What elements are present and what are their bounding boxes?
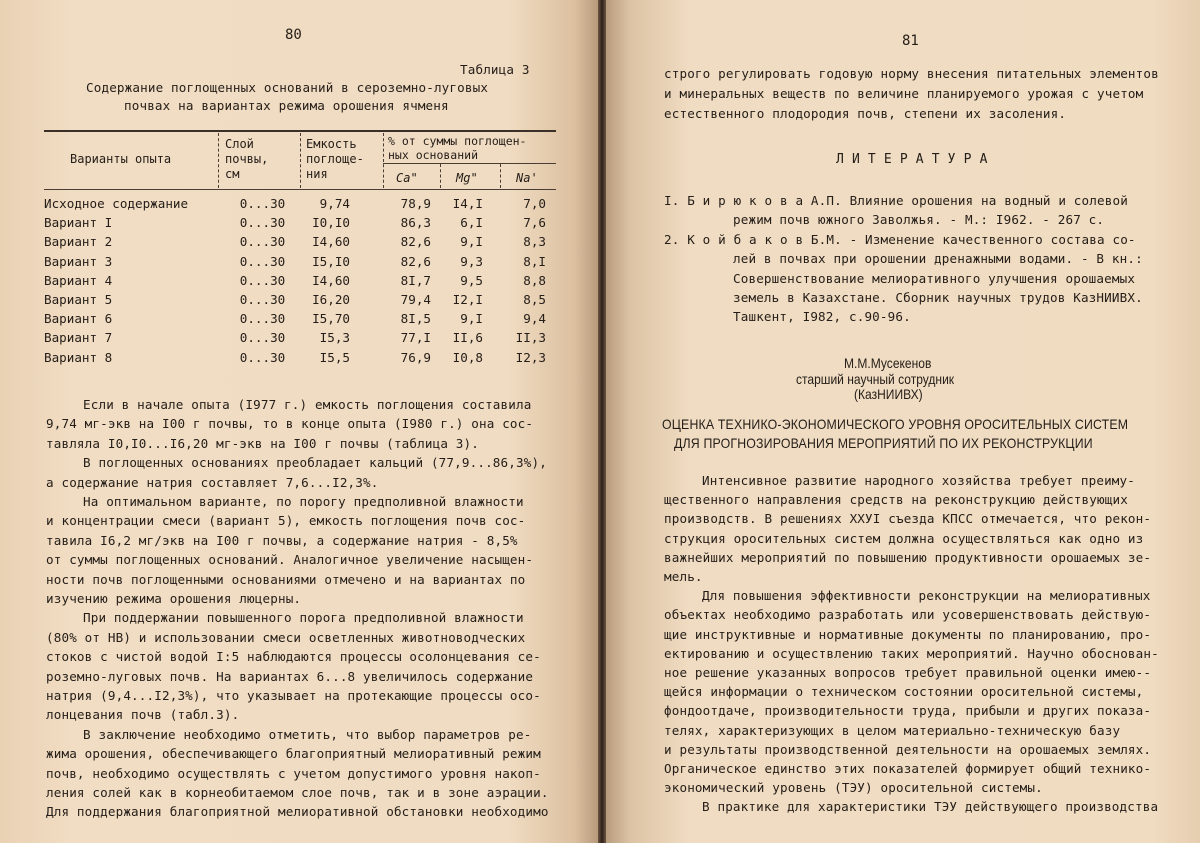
body-line: (80% от НВ) и использовании смеси осветленных животноводческих: [46, 629, 526, 645]
cell-na: II,3: [515, 330, 546, 346]
body-line: Если в начале опыта (I977 г.) емкость поглощения составила: [83, 397, 532, 412]
header-layer: почвы,: [225, 152, 269, 166]
cell-mg: I2,I: [452, 292, 483, 307]
body-line: Интенсивное развитие народного хозяйства требует преиму-: [702, 473, 1135, 488]
cell-layer: 0...30: [239, 292, 286, 307]
cell-mg: 6,I: [460, 215, 483, 231]
cell-ca: 78,9: [400, 196, 431, 211]
body-line: объектах необходимо разработать или усовершенствовать действую-: [664, 607, 1152, 623]
header-layer: Слой: [225, 137, 254, 151]
table-label: Таблица 3: [460, 62, 530, 77]
reference-item: I. Б и р ю к о в а А.П. Влияние орошения на водный и солевой: [664, 193, 1128, 208]
body-line: щейся информации о техническом состоянии оросительной системы,: [664, 684, 1144, 700]
reference-item: режим почв южного Заволжья. - М.: I962. - 267 с.: [733, 212, 1105, 227]
body-line: ления солей как в корнеобитаемом слое почв, так и в зоне аэрации.: [46, 785, 549, 800]
body-line: струкция оросительных систем должна осуществляться как одно из: [664, 530, 1144, 546]
body-line: стоков с чистой водой I:5 наблюдаются процессы осолонцевания се-: [46, 649, 541, 665]
body-line: производств. В решениях XXУI съезда КПСС отмечается, что рекон-: [664, 511, 1152, 527]
cell-na: 7,0: [523, 196, 546, 211]
cell-layer: 0...30: [239, 349, 286, 365]
left-page: [0, 0, 598, 843]
cell-capacity: I0,I0: [312, 215, 350, 231]
cell-ca: 76,9: [400, 349, 431, 365]
column-divider: [300, 133, 301, 188]
header-capacity: Емкость: [306, 137, 357, 151]
cell-name: Вариант 4: [44, 272, 113, 288]
column-divider: [218, 133, 219, 188]
cell-na: 7,6: [523, 215, 546, 231]
cell-na: 8,3: [523, 234, 546, 250]
cell-mg: 9,I: [460, 234, 483, 250]
body-line: Органическое единство этих показателей формирует общий технико-: [664, 761, 1152, 776]
body-line: почв, необходимо осуществлять с учетом допустимого уровня накоп-: [46, 765, 541, 781]
cell-ca: 82,6: [400, 234, 431, 250]
body-line: тавила I6,2 мг/экв на I00 г почвы, а содержание натрия - 8,5%: [46, 532, 518, 548]
literature-heading: Л И Т Е Р А Т У Р А: [836, 152, 988, 167]
cell-mg: II,6: [452, 330, 483, 346]
article-title: ДЛЯ ПРОГНОЗИРОВАНИЯ МЕРОПРИЯТИЙ ПО ИХ РЕКОНСТРУКЦИИ: [674, 435, 1093, 451]
body-line: от суммы поглощенных оснований. Аналогичное увеличение насыщен-: [46, 552, 534, 568]
cell-mg: 9,5: [460, 272, 483, 288]
body-line: ности почв поглощенными основаниями отмечено и на вариантах по: [46, 571, 526, 587]
intro-line: естественного плодородия почв, степени их засоления.: [664, 106, 1067, 121]
column-divider: [383, 133, 384, 188]
cell-capacity: I4,60: [312, 234, 350, 250]
cell-layer: 0...30: [239, 234, 286, 250]
book-gutter: [598, 0, 606, 843]
body-line: тавляла I0,I0...I6,20 мг-экв на I00 г почвы (таблица 3).: [46, 435, 479, 451]
body-line: изучению режима орошения люцерны.: [46, 591, 302, 606]
header-mg: Mg": [456, 171, 478, 185]
body-line: Для повышения эффективности реконструкции на мелиоративных: [702, 588, 1151, 604]
cell-na: I2,3: [515, 349, 546, 365]
body-line: жима орошения, обеспечивающего благоприятный мелиоративный режим: [46, 746, 541, 762]
body-line: В поглощенных основаниях преобладает кальций (77,9...86,3%),: [83, 455, 547, 471]
body-line: экономический уровень (ТЭУ) оросительной системы.: [664, 780, 1043, 796]
author-affiliation: (КазНИИВХ): [854, 386, 923, 402]
cell-ca: 82,6: [400, 253, 431, 269]
cell-layer: 0...30: [239, 330, 286, 346]
header-na: Na': [516, 171, 538, 185]
body-line: Для поддержания благоприятной мелиоративной обстановки необходимо: [46, 804, 549, 820]
cell-ca: 79,4: [400, 292, 431, 307]
page-number: 81: [902, 33, 919, 49]
body-line: В практике для характеристики ТЭУ действующего производства: [702, 799, 1159, 815]
cell-mg: I0,8: [452, 349, 483, 365]
cell-layer: 0...30: [239, 311, 286, 327]
body-line: 9,74 мг-экв на I00 г почвы, то в конце опыта (I980 г.) она сос-: [46, 416, 534, 432]
author-name: М.М.Мусекенов: [844, 355, 932, 371]
body-line: лонцевания почв (табл.3).: [46, 707, 240, 723]
body-line: и результаты производственной деятельности на орошаемых землях.: [664, 741, 1152, 757]
cell-na: 9,4: [523, 311, 546, 327]
cell-layer: 0...30: [239, 196, 286, 211]
author-title: старший научный сотрудник: [796, 371, 955, 387]
header-capacity: ния: [306, 167, 328, 181]
reference-item: лей в почвах при орошении дренажными водами. - В кн.:: [733, 251, 1143, 266]
column-divider: [440, 164, 441, 188]
cell-ca: 8I,5: [400, 311, 431, 327]
body-line: На оптимальном варианте, по порогу предполивной влажности: [83, 494, 524, 509]
page-number: 80: [285, 27, 302, 43]
body-line: важнейших мероприятий по повышению продуктивности орошаемых зе-: [664, 549, 1152, 565]
cell-mg: 9,I: [460, 311, 483, 327]
table-title-line: Содержание поглощенных оснований в сероземно-луговых: [86, 80, 489, 95]
table-header-rule: [44, 189, 556, 190]
cell-mg: 9,3: [460, 253, 483, 269]
table-top-rule: [44, 130, 556, 132]
reference-item: Совершенствование мелиоративного улучшения орошаемых: [733, 271, 1136, 286]
cell-mg: I4,I: [452, 196, 483, 211]
cell-name: Вариант 3: [44, 253, 113, 269]
cell-capacity: I5,I0: [312, 253, 350, 269]
header-layer: см: [225, 167, 240, 181]
cell-name: Вариант 6: [44, 311, 113, 327]
cell-ca: 8I,7: [400, 272, 431, 288]
body-line: ное решение указанных вопросов требует правильной оценки имею--: [664, 665, 1152, 680]
intro-line: строго регулировать годовую норму внесения питательных элементов: [664, 66, 1159, 81]
body-line: щие инструктивные и нормативные документы по планированию, про-: [664, 626, 1152, 642]
body-line: натрия (9,4...I2,3%), что указывает на протекающие процессы осо-: [46, 688, 541, 703]
column-divider: [500, 164, 501, 188]
right-page: [606, 0, 1200, 843]
cell-name: Вариант I: [44, 215, 113, 231]
cell-ca: 86,3: [400, 215, 431, 231]
reference-item: Ташкент, I982, с.90-96.: [733, 309, 911, 324]
intro-line: и минеральных веществ по величине планируемого урожая с учетом: [664, 86, 1144, 101]
cell-na: 8,8: [523, 272, 546, 288]
cell-capacity: 9,74: [319, 196, 350, 211]
cell-capacity: I5,70: [312, 311, 350, 327]
article-title: ОЦЕНКА ТЕХНИКО-ЭКОНОМИЧЕСКОГО УРОВНЯ ОРОСИТЕЛЬНЫХ СИСТЕМ: [662, 416, 1129, 432]
body-line: телях, характеризующих в целом материально-техническую базу: [664, 722, 1121, 738]
table-subheader-rule: [383, 163, 556, 164]
cell-capacity: I5,5: [319, 349, 350, 365]
body-line: При поддержании повышенного порога предполивной влажности: [83, 610, 524, 626]
header-variants: Варианты опыта: [70, 152, 172, 166]
cell-layer: 0...30: [239, 215, 286, 231]
body-line: ектированию и осуществлению таких мероприятий. Научно обоснован-: [664, 645, 1159, 661]
body-line: а содержание натрия составляет 7,6...I2,3%.: [46, 474, 379, 490]
table-title-line: почвах на вариантах режима орошения ячменя: [124, 98, 449, 113]
body-line: роземно-луговых почв. На вариантах 6...8 увеличилось содержание: [46, 668, 534, 684]
body-line: и концентрации смеси (вариант 5), емкость поглощения почв сос-: [46, 513, 526, 529]
header-capacity: поглоще-: [306, 152, 364, 166]
cell-name: Вариант 5: [44, 292, 113, 307]
cell-layer: 0...30: [239, 272, 286, 288]
cell-ca: 77,I: [400, 330, 431, 346]
reference-item: 2. К о й б а к о в Б.М. - Изменение качественного состава со-: [664, 232, 1136, 247]
body-line: фондоотдаче, производительности труда, прибыли и других показа-: [664, 703, 1152, 719]
cell-capacity: I5,3: [319, 330, 350, 346]
reference-item: земель в Казахстане. Сборник научных трудов КазНИИВХ.: [733, 290, 1143, 305]
body-line: мель.: [664, 569, 703, 584]
header-percent-group: % от суммы поглощен-: [388, 134, 527, 148]
cell-na: 8,5: [523, 292, 546, 307]
cell-name: Вариант 2: [44, 234, 113, 250]
body-line: В заключение необходимо отметить, что выбор параметров ре-: [83, 726, 532, 742]
cell-layer: 0...30: [239, 253, 286, 269]
cell-na: 8,I: [523, 253, 546, 269]
header-percent-group: ных оснований: [388, 148, 479, 162]
cell-name: Исходное содержание: [44, 196, 189, 211]
header-ca: Ca": [396, 171, 418, 185]
cell-name: Вариант 7: [44, 330, 113, 346]
cell-capacity: I6,20: [312, 292, 350, 307]
cell-name: Вариант 8: [44, 349, 113, 365]
body-line: щественного направления средств на реконструкцию действующих: [664, 492, 1128, 508]
cell-capacity: I4,60: [312, 272, 350, 288]
